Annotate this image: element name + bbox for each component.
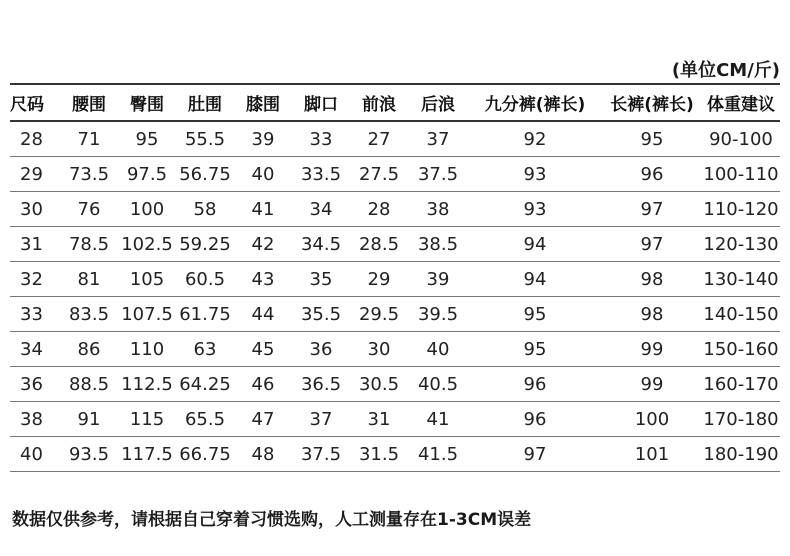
cell-knee: 41 [234,192,292,227]
header-knee: 膝围 [234,84,292,121]
cell-hip: 95 [118,121,176,157]
header-waist: 腰围 [60,84,118,121]
table-row [10,157,780,192]
cell-front-rise: 30 [350,332,408,367]
cell-cropped-length: 96 [468,367,602,402]
cell-back-rise: 39.5 [408,297,468,332]
cell-leg-opening: 37.5 [292,437,350,472]
cell-knee: 39 [234,121,292,157]
cell-waist: 91 [60,402,118,437]
header-full-length: 长裤(裤长) [602,84,702,121]
cell-waist: 71 [60,121,118,157]
cell-back-rise: 37 [408,121,468,157]
cell-weight-advice: 130-140 [702,262,780,297]
cell-weight-advice: 170-180 [702,402,780,437]
cell-belly: 63 [176,332,234,367]
cell-front-rise: 31 [350,402,408,437]
cell-hip: 105 [118,262,176,297]
cell-front-rise: 28.5 [350,227,408,262]
table-row [10,367,780,402]
cell-hip: 110 [118,332,176,367]
cell-back-rise: 38.5 [408,227,468,262]
cell-belly: 59.25 [176,227,234,262]
cell-knee: 44 [234,297,292,332]
cell-knee: 45 [234,332,292,367]
cell-back-rise: 37.5 [408,157,468,192]
cell-leg-opening: 33 [292,121,350,157]
cell-leg-opening: 34.5 [292,227,350,262]
table-row [10,192,780,227]
cell-size: 29 [10,157,60,192]
cell-cropped-length: 97 [468,437,602,472]
cell-weight-advice: 180-190 [702,437,780,472]
table-row [10,227,780,262]
cell-weight-advice: 110-120 [702,192,780,227]
cell-hip: 100 [118,192,176,227]
cell-cropped-length: 96 [468,402,602,437]
cell-cropped-length: 95 [468,297,602,332]
cell-knee: 46 [234,367,292,402]
cell-weight-advice: 100-110 [702,157,780,192]
cell-front-rise: 29 [350,262,408,297]
cell-belly: 61.75 [176,297,234,332]
cell-leg-opening: 37 [292,402,350,437]
cell-front-rise: 29.5 [350,297,408,332]
unit-note: (单位CM/斤) [671,60,780,81]
cell-belly: 60.5 [176,262,234,297]
cell-full-length: 97 [602,192,702,227]
cell-size: 38 [10,402,60,437]
header-leg-opening: 脚口 [292,84,350,121]
cell-leg-opening: 34 [292,192,350,227]
header-weight-advice: 体重建议 [702,84,780,121]
cell-full-length: 97 [602,227,702,262]
cell-belly: 56.75 [176,157,234,192]
cell-back-rise: 41.5 [408,437,468,472]
cell-belly: 66.75 [176,437,234,472]
cell-size: 34 [10,332,60,367]
cell-full-length: 99 [602,332,702,367]
cell-size: 36 [10,367,60,402]
table-row [10,437,780,472]
cell-belly: 55.5 [176,121,234,157]
cell-size: 30 [10,192,60,227]
cell-full-length: 98 [602,262,702,297]
cell-hip: 117.5 [118,437,176,472]
header-cropped-length: 九分裤(裤长) [468,84,602,121]
cell-leg-opening: 36 [292,332,350,367]
cell-leg-opening: 36.5 [292,367,350,402]
cell-waist: 83.5 [60,297,118,332]
cell-full-length: 101 [602,437,702,472]
cell-cropped-length: 93 [468,157,602,192]
cell-cropped-length: 94 [468,227,602,262]
cell-back-rise: 41 [408,402,468,437]
cell-weight-advice: 140-150 [702,297,780,332]
cell-belly: 65.5 [176,402,234,437]
table-row [10,121,780,157]
cell-size: 31 [10,227,60,262]
cell-full-length: 100 [602,402,702,437]
cell-belly: 64.25 [176,367,234,402]
cell-leg-opening: 35 [292,262,350,297]
cell-front-rise: 27 [350,121,408,157]
cell-full-length: 96 [602,157,702,192]
cell-hip: 97.5 [118,157,176,192]
cell-front-rise: 30.5 [350,367,408,402]
cell-waist: 78.5 [60,227,118,262]
cell-waist: 86 [60,332,118,367]
header-belly: 肚围 [176,84,234,121]
cell-cropped-length: 94 [468,262,602,297]
cell-waist: 93.5 [60,437,118,472]
cell-full-length: 99 [602,367,702,402]
cell-back-rise: 40 [408,332,468,367]
cell-hip: 102.5 [118,227,176,262]
cell-cropped-length: 93 [468,192,602,227]
cell-weight-advice: 150-160 [702,332,780,367]
size-chart-table [10,83,780,472]
header-row [10,84,780,121]
cell-size: 32 [10,262,60,297]
cell-hip: 107.5 [118,297,176,332]
cell-leg-opening: 33.5 [292,157,350,192]
cell-back-rise: 39 [408,262,468,297]
cell-knee: 42 [234,227,292,262]
header-hip: 臀围 [118,84,176,121]
table-row [10,297,780,332]
cell-full-length: 95 [602,121,702,157]
cell-waist: 76 [60,192,118,227]
cell-weight-advice: 160-170 [702,367,780,402]
cell-belly: 58 [176,192,234,227]
cell-cropped-length: 95 [468,332,602,367]
cell-cropped-length: 92 [468,121,602,157]
table-row [10,402,780,437]
cell-waist: 81 [60,262,118,297]
cell-front-rise: 27.5 [350,157,408,192]
table-row [10,332,780,367]
cell-size: 33 [10,297,60,332]
cell-waist: 73.5 [60,157,118,192]
cell-weight-advice: 90-100 [702,121,780,157]
cell-front-rise: 28 [350,192,408,227]
cell-knee: 48 [234,437,292,472]
cell-weight-advice: 120-130 [702,227,780,262]
cell-hip: 112.5 [118,367,176,402]
cell-knee: 43 [234,262,292,297]
header-size: 尺码 [10,84,60,121]
cell-knee: 40 [234,157,292,192]
cell-full-length: 98 [602,297,702,332]
cell-back-rise: 40.5 [408,367,468,402]
cell-knee: 47 [234,402,292,437]
table-row [10,262,780,297]
cell-size: 28 [10,121,60,157]
cell-leg-opening: 35.5 [292,297,350,332]
cell-front-rise: 31.5 [350,437,408,472]
header-front-rise: 前浪 [350,84,408,121]
cell-back-rise: 38 [408,192,468,227]
footer-note: 数据仅供参考，请根据自己穿着习惯选购，人工测量存在1-3CM误差 [12,510,532,530]
cell-size: 40 [10,437,60,472]
header-back-rise: 后浪 [408,84,468,121]
cell-hip: 115 [118,402,176,437]
cell-waist: 88.5 [60,367,118,402]
